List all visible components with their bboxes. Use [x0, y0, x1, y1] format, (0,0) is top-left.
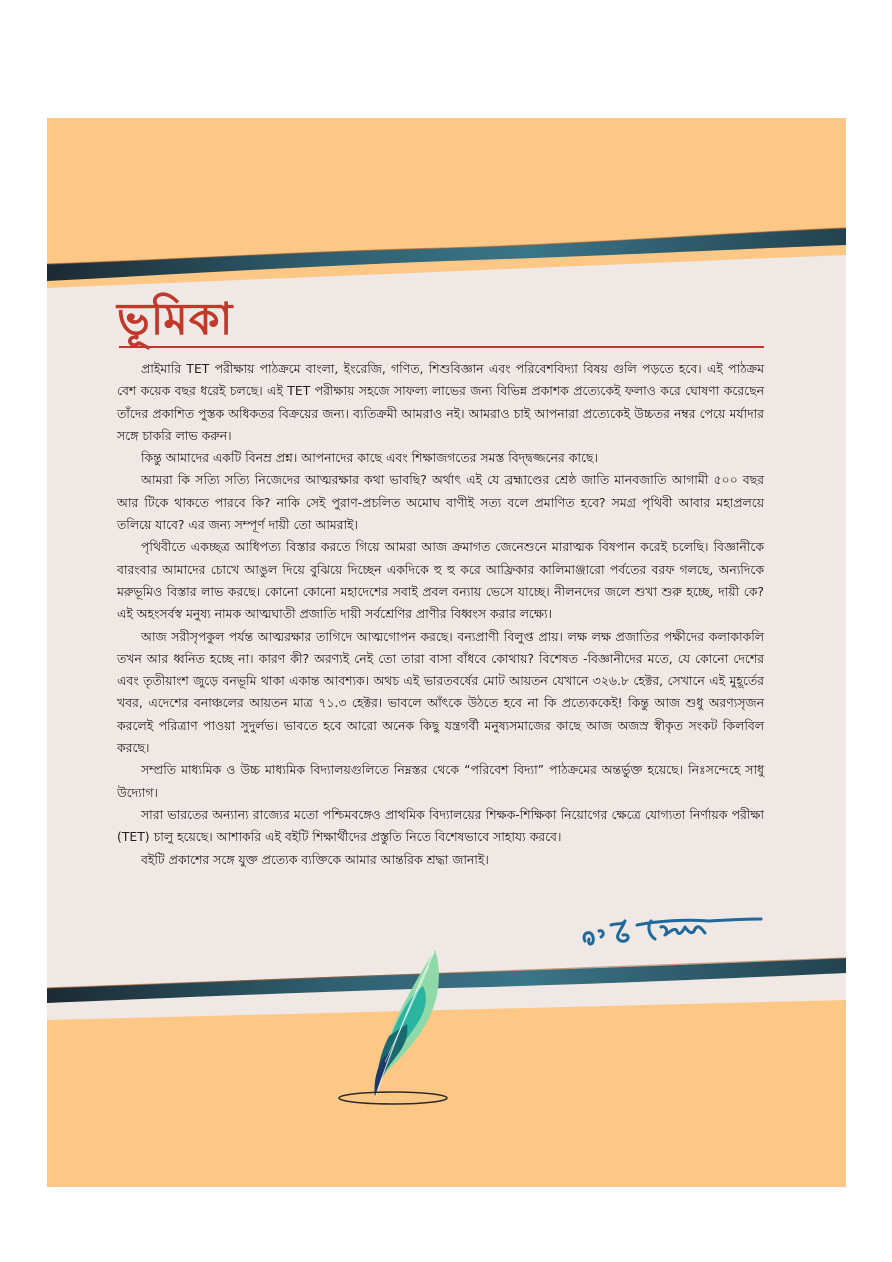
author-signature	[577, 911, 767, 951]
book-page	[47, 118, 846, 1187]
paragraph: আজ সরীসৃপকুল পর্যন্ত আত্মরক্ষার তাগিদে আত্মগোপন করছে। বন্যপ্রাণী বিলুপ্ত প্রায়। লক্ষ লক্ষ প্রজাতির পক্ষীদের কলাকাকলি তখন আর ধ্বনিত হচ্ছে না। কারণ কী? অরণ্যই নেই তো তারা বাসা বাঁধবে কোথায়? বিশেষত -বিজ্ঞানীদের মতে, যে কোনো দেশের এবং তৃতীয়াংশ জুড়ে বনভূমি থাকা একান্ত আবশ্যক। অথচ এই ভারতবর্ষের মোট আয়তন যেখানে ৩২৬.৮ হেক্টর, সেখানে এই মুহূর্তের খবর, এদেশের বনাঞ্চলের আয়তন মাত্র ৭১.৩ হেক্টর। ভাবলে আঁৎকে উঠতে হবে না কি প্রত্যেককেই! কিন্তু আজ শুধু অরণ্যসৃজন করলেই পরিত্রাণ পাওয়া সুদুর্লভ। ভাবতে হবে আরো অনেক কিছু যন্ত্রগর্বী মনুষ্যসমাজের কাছে আজ অজস্র স্বীকৃত সংকট কিলবিল করছে।	[117, 628, 764, 756]
heading-underline	[119, 346, 764, 348]
preface-heading-block	[117, 296, 764, 348]
preface-content	[117, 296, 764, 871]
paragraph: সারা ভারতের অন্যান্য রাজ্যের মতো পশ্চিমবঙ্গেও প্রাথমিক বিদ্যালয়ের শিক্ষক-শিক্ষিকা নিয়োগের ক্ষেত্রে যোগ্যতা নির্ণায়ক পরীক্ষা (TET) চালু হয়েছে। আশাকরি এই বইটি শিক্ষার্থীদের প্রস্তুতি নিতে বিশেষভাবে সাহায্য করবে।	[117, 806, 764, 845]
paragraph: আমরা কি সত্যি সত্যি নিজেদের আত্মরক্ষার কথা ভাবছি? অর্থাৎ এই যে ব্রহ্মাণ্ডের শ্রেষ্ঠ জাতি মানবজাতি আগামী ৫০০ বছর আর টিকে থাকতে পারবে কি? নাকি সেই পুরাণ-প্রচলিত অমোঘ বাণীই সত্য বলে প্রমাণিত হবে? সমগ্র পৃথিবী আবার মহাপ্রলয়ে তলিয়ে যাবে? এর জন্য সম্পূর্ণ দায়ী তো আমরাই।	[117, 472, 764, 533]
page-title: ভূমিকা	[117, 294, 234, 345]
paragraph: বইটি প্রকাশের সঙ্গে যুক্ত প্রত্যেক ব্যক্তিকে আমার আন্তরিক শ্রদ্ধা জানাই।	[141, 851, 489, 867]
preface-body	[117, 358, 764, 871]
paragraph: কিন্তু আমাদের একটি বিনম্র প্রশ্ন। আপনাদের কাছে এবং শিক্ষাজগতের সমস্ত বিদ্দ্বজ্জনের কাছে।	[141, 450, 598, 466]
paragraph: প্রাইমারি TET পরীক্ষায় পাঠক্রমে বাংলা, ইংরেজি, গণিত, শিশুবিজ্ঞান এবং পরিবেশবিদ্যা বিষয় গুলি পড়তে হবে। এই পাঠক্রম বেশ কয়েক বছর ধরেই চলছে। এই TET পরীক্ষায় সহজে সাফল্য লাভের জন্য বিভিন্ন প্রকাশক প্রত্যেকেই ফলাও করে ঘোষণা করেছেন তাঁদের প্রকাশিত পুস্তক অধিকতর বিক্রয়ের জন্য। ব্যতিক্রমী আমরাও নই। আমরাও চাই আপনারা প্রত্যেকেই উচ্চতর নম্বর পেয়ে মর্যাদার সঙ্গে চাকরি লাভ করুন।	[117, 361, 764, 443]
paragraph: সম্প্রতি মাধ্যমিক ও উচ্চ মাধ্যমিক বিদ্যালয়গুলিতে নিম্নস্তর থেকে “পরিবেশ বিদ্যা” পাঠক্রমের অন্তর্ভুক্ত হয়েছে। নিঃসন্দেহে সাধু উদ্যোগ।	[117, 762, 764, 800]
quill-feather-icon	[337, 948, 452, 1108]
paragraph: পৃথিবীতে একচ্ছত্র আধিপত্য বিস্তার করতে গিয়ে আমরা আজ ক্রমাগত জেনেশুনে মারাত্মক বিষপান করেই চলেছি। বিজ্ঞানীকে বারংবার আমাদের চোখে আঙুল দিয়ে বুঝিয়ে দিচ্ছেন একদিকে হু হু করে আফ্রিকার কালিমাঞ্জারো পর্বতের বরফ গলছে, অন্যদিকে মরুভূমিও বিস্তার লাভ করছে। কোনো কোনো মহাদেশের সবাই প্রবল বন্যায় ভেসে যাচ্ছে। নীলনদের জলে শুখা শুরু হচ্ছে, দায়ী কে? এই অহংসর্বস্ব মনুষ্য নামক আত্মঘাতী প্রজাতি দায়ী সর্বশ্রেণির প্রাণীর বিধ্বংস করার লক্ষ্যে।	[117, 539, 764, 622]
